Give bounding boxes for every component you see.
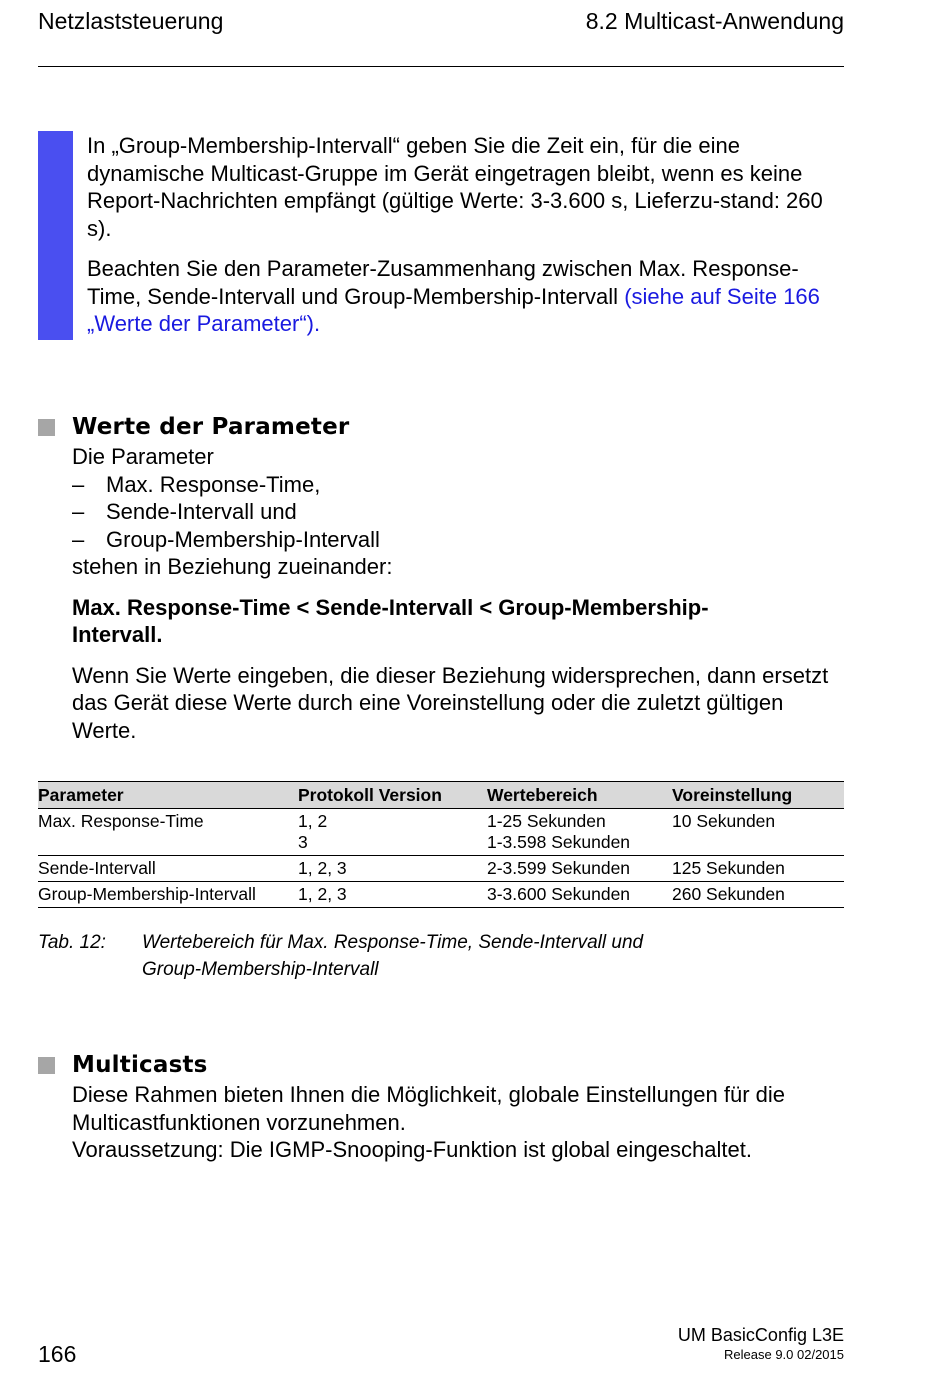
column-header: Parameter <box>38 782 298 809</box>
header-divider <box>38 66 844 67</box>
cell-parameter: Max. Response-Time <box>38 809 298 856</box>
table-header-row <box>38 782 844 809</box>
table-row <box>38 809 844 856</box>
parameter-table <box>38 781 844 908</box>
footer-document: UM BasicConfig L3E <box>677 1325 844 1345</box>
note-paragraph-1: In „Group-Membership-Intervall“ geben Sie die Zeit ein, für die eine dynamische Multicast-Gruppe im Gerät eingetragen bleibt, wenn es keine Report-Nachrichten empfängt (gültige Werte: 3-3.600 s, Lieferzu-stand: 260 s). <box>87 133 823 241</box>
section-heading-werte <box>38 414 349 440</box>
column-header: Protokoll Version <box>298 782 487 809</box>
cell-range: 1-25 Sekunden 1-3.598 Sekunden <box>487 809 672 856</box>
header-chapter: Netzlaststeuerung <box>38 8 224 34</box>
caption-text: Wertebereich für Max. Response-Time, Sende-Intervall und Group-Membership-Intervall <box>142 932 644 980</box>
note-marker-bar <box>38 131 73 340</box>
column-header: Voreinstellung <box>672 782 844 809</box>
square-bullet-icon <box>38 1057 55 1074</box>
params-outro: stehen in Beziehung zueinander: <box>72 554 393 579</box>
cell-default: 260 Sekunden <box>672 882 844 908</box>
table-row <box>38 882 844 908</box>
cell-default: 125 Sekunden <box>672 856 844 882</box>
table-caption <box>38 929 643 983</box>
params-intro: Die Parameter <box>72 444 214 469</box>
section-multicasts-body <box>72 1081 852 1164</box>
cell-parameter: Group-Membership-Intervall <box>38 882 298 908</box>
relation-explanation: Wenn Sie Werte eingeben, die dieser Beziehung widersprechen, dann ersetzt das Gerät diese Werte durch eine Voreinstellung oder die zuletzt gültigen Werte. <box>72 662 829 743</box>
square-bullet-icon <box>38 419 55 436</box>
multicasts-prerequisite: Voraussetzung: Die IGMP-Snooping-Funktion ist global eingeschaltet. <box>72 1137 752 1162</box>
cell-version: 1, 2, 3 <box>298 856 487 882</box>
section-heading-multicasts <box>38 1052 208 1078</box>
page-number: 166 <box>38 1341 77 1367</box>
list-item: – Max. Response-Time, <box>72 471 321 497</box>
cell-range: 3-3.600 Sekunden <box>487 882 672 908</box>
cell-version: 1, 2 3 <box>298 809 487 856</box>
cell-default: 10 Sekunden <box>672 809 844 856</box>
list-item: – Group-Membership-Intervall <box>72 526 380 552</box>
note-paragraph-2-text: Beachten Sie den Parameter-Zusammenhang zwischen Max. Response-Time, Sende-Intervall und Group-Membership-Intervall <box>87 256 799 309</box>
cell-parameter: Sende-Intervall <box>38 856 298 882</box>
relation-statement: Max. Response-Time < Sende-Intervall < Group-Membership-Intervall. <box>72 594 709 647</box>
list-item-text: Max. Response-Time, <box>106 471 321 497</box>
column-header: Wertebereich <box>487 782 672 809</box>
multicasts-description: Diese Rahmen bieten Ihnen die Möglichkeit, globale Einstellungen für die Multicastfunktionen vorzunehmen. <box>72 1082 786 1135</box>
list-item: – Sende-Intervall und <box>72 499 297 524</box>
header-section: 8.2 Multicast-Anwendung <box>585 8 844 34</box>
note-box <box>87 132 847 338</box>
cell-range: 2-3.599 Sekunden <box>487 856 672 882</box>
table-row <box>38 856 844 882</box>
list-item-text: Group-Membership-Intervall <box>106 526 380 552</box>
cross-reference-link[interactable]: (siehe auf Seite 166 „Werte der Parameter“). <box>87 283 820 336</box>
cell-version: 1, 2, 3 <box>298 882 487 908</box>
note-paragraph-2 <box>87 255 847 338</box>
footer-release: Release 9.0 02/2015 <box>724 1347 844 1362</box>
section-title-multicasts: Multicasts <box>72 1052 208 1078</box>
caption-label: Tab. 12: <box>38 932 106 953</box>
section-werte-body <box>72 443 852 744</box>
section-title-werte: Werte der Parameter <box>72 414 350 440</box>
list-item-text: Sende-Intervall und <box>106 499 297 524</box>
